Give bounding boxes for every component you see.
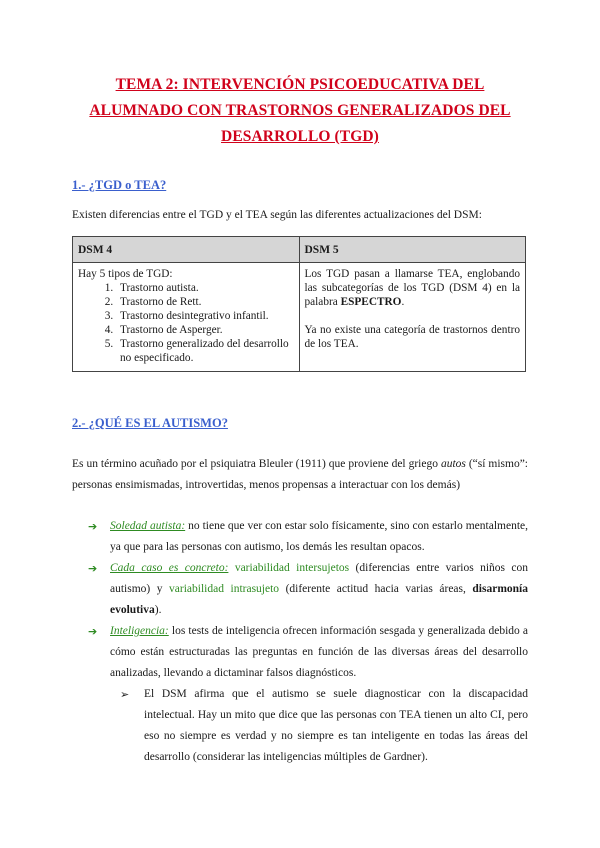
arrow-bullet-icon: ➔ — [88, 562, 98, 575]
sub-bullet-text: El DSM afirma que el autismo se suele diagnosticar con la discapacidad intelectual. Hay un mito que dice que las personas con TEA tienen un alto CI, pero eso no siempre es verdad y no siempre es tan inteligente en todas las áreas del desarrollo (considerar las inteligencias múltiples de Gardner). — [144, 688, 528, 763]
list-item: 5. Trastorno generalizado del desarrollo no especificado. — [116, 337, 294, 365]
list-item: 1. Trastorno autista. — [116, 281, 294, 295]
dsm5-p1-text: Los TGD pasan a llamarse TEA, englobando las subcategorías de los TGD (DSM 4) en la palabra — [304, 268, 520, 308]
bullet-cada-caso — [88, 558, 528, 621]
green-term: variabilidad intersujetos — [234, 562, 350, 574]
table-header-dsm4: DSM 4 — [73, 237, 300, 263]
table-cell-dsm5 — [299, 263, 526, 372]
green-term: variabilidad intrasujeto — [169, 583, 280, 595]
list-item: 4. Trastorno de Asperger. — [116, 323, 294, 337]
bullet-inteligencia — [88, 621, 528, 684]
bullet-text: (diferente actitud hacia varias áreas, — [279, 583, 473, 595]
table-header-dsm5: DSM 5 — [299, 237, 526, 263]
dsm5-paragraph-1 — [305, 267, 521, 309]
title-line-2: ALUMNADO CON TRASTORNOS GENERALIZADOS DEL — [89, 102, 511, 119]
dsm4-intro: Hay 5 tipos de TGD: — [78, 268, 173, 280]
para-text-2: (“sí mismo”: personas ensimismadas, introvertidas, menos propensas a interactuar con los demás) — [72, 458, 529, 491]
bullet-label: Soledad autista: — [110, 520, 186, 532]
espectro-bold: ESPECTRO — [340, 296, 402, 308]
bullet-label: Cada caso es concreto: — [110, 562, 229, 574]
title-line-1: TEMA 2: INTERVENCIÓN PSICOEDUCATIVA DEL — [115, 76, 485, 93]
list-item: 3. Trastorno desintegrativo infantil. — [116, 309, 294, 323]
bullet-list — [88, 516, 528, 768]
section-2-paragraph — [72, 454, 528, 496]
tgd-types-list — [78, 281, 294, 365]
arrow-bullet-icon: ➔ — [88, 520, 98, 533]
dsm5-paragraph-2: Ya no existe una categoría de trastornos dentro de los TEA. — [304, 324, 520, 350]
bullet-text: ). — [154, 604, 162, 616]
title-line-3: DESARROLLO (TGD) — [221, 128, 379, 145]
bold-term: disarmonía evolutiva — [110, 583, 528, 616]
para-text-1: Es un término acuñado por el psiquiatra Bleuler (1911) que proviene del griego — [72, 458, 441, 470]
section-2-heading: 2.- ¿QUÉ ES EL AUTISMO? — [72, 416, 228, 430]
arrowhead-bullet-icon: ➢ — [120, 688, 130, 701]
sub-bullet-dsm — [88, 684, 528, 768]
section-1-intro: Existen diferencias entre el TGD y el TEA según las diferentes actualizaciones del DSM: — [72, 209, 482, 221]
bullet-text: (diferencias entre varios niños con autismo) y — [110, 562, 529, 595]
table-cell-dsm4 — [73, 263, 300, 372]
bullet-label: Inteligencia: — [110, 625, 169, 637]
list-item: 2. Trastorno de Rett. — [116, 295, 294, 309]
bullet-text: no tiene que ver con estar solo físicamente, sino con estarlo mentalmente, ya que para las personas con autismo, los demás les resultan opacos. — [110, 520, 528, 553]
dsm5-p1-end: . — [401, 296, 405, 308]
document-title — [72, 72, 528, 150]
bullet-soledad-autista — [88, 516, 528, 558]
section-1-heading: 1.- ¿TGD o TEA? — [72, 178, 167, 192]
autos-italic: autos — [440, 458, 466, 470]
arrow-bullet-icon: ➔ — [88, 625, 98, 638]
dsm-comparison-table — [72, 236, 526, 372]
bullet-text: los tests de inteligencia ofrecen información sesgada y generalizada debido a cómo están estructuradas las preguntas en función de las diversas áreas del desarrollo analizadas, llevando a dictaminar falsos diagnósticos. — [110, 625, 528, 679]
